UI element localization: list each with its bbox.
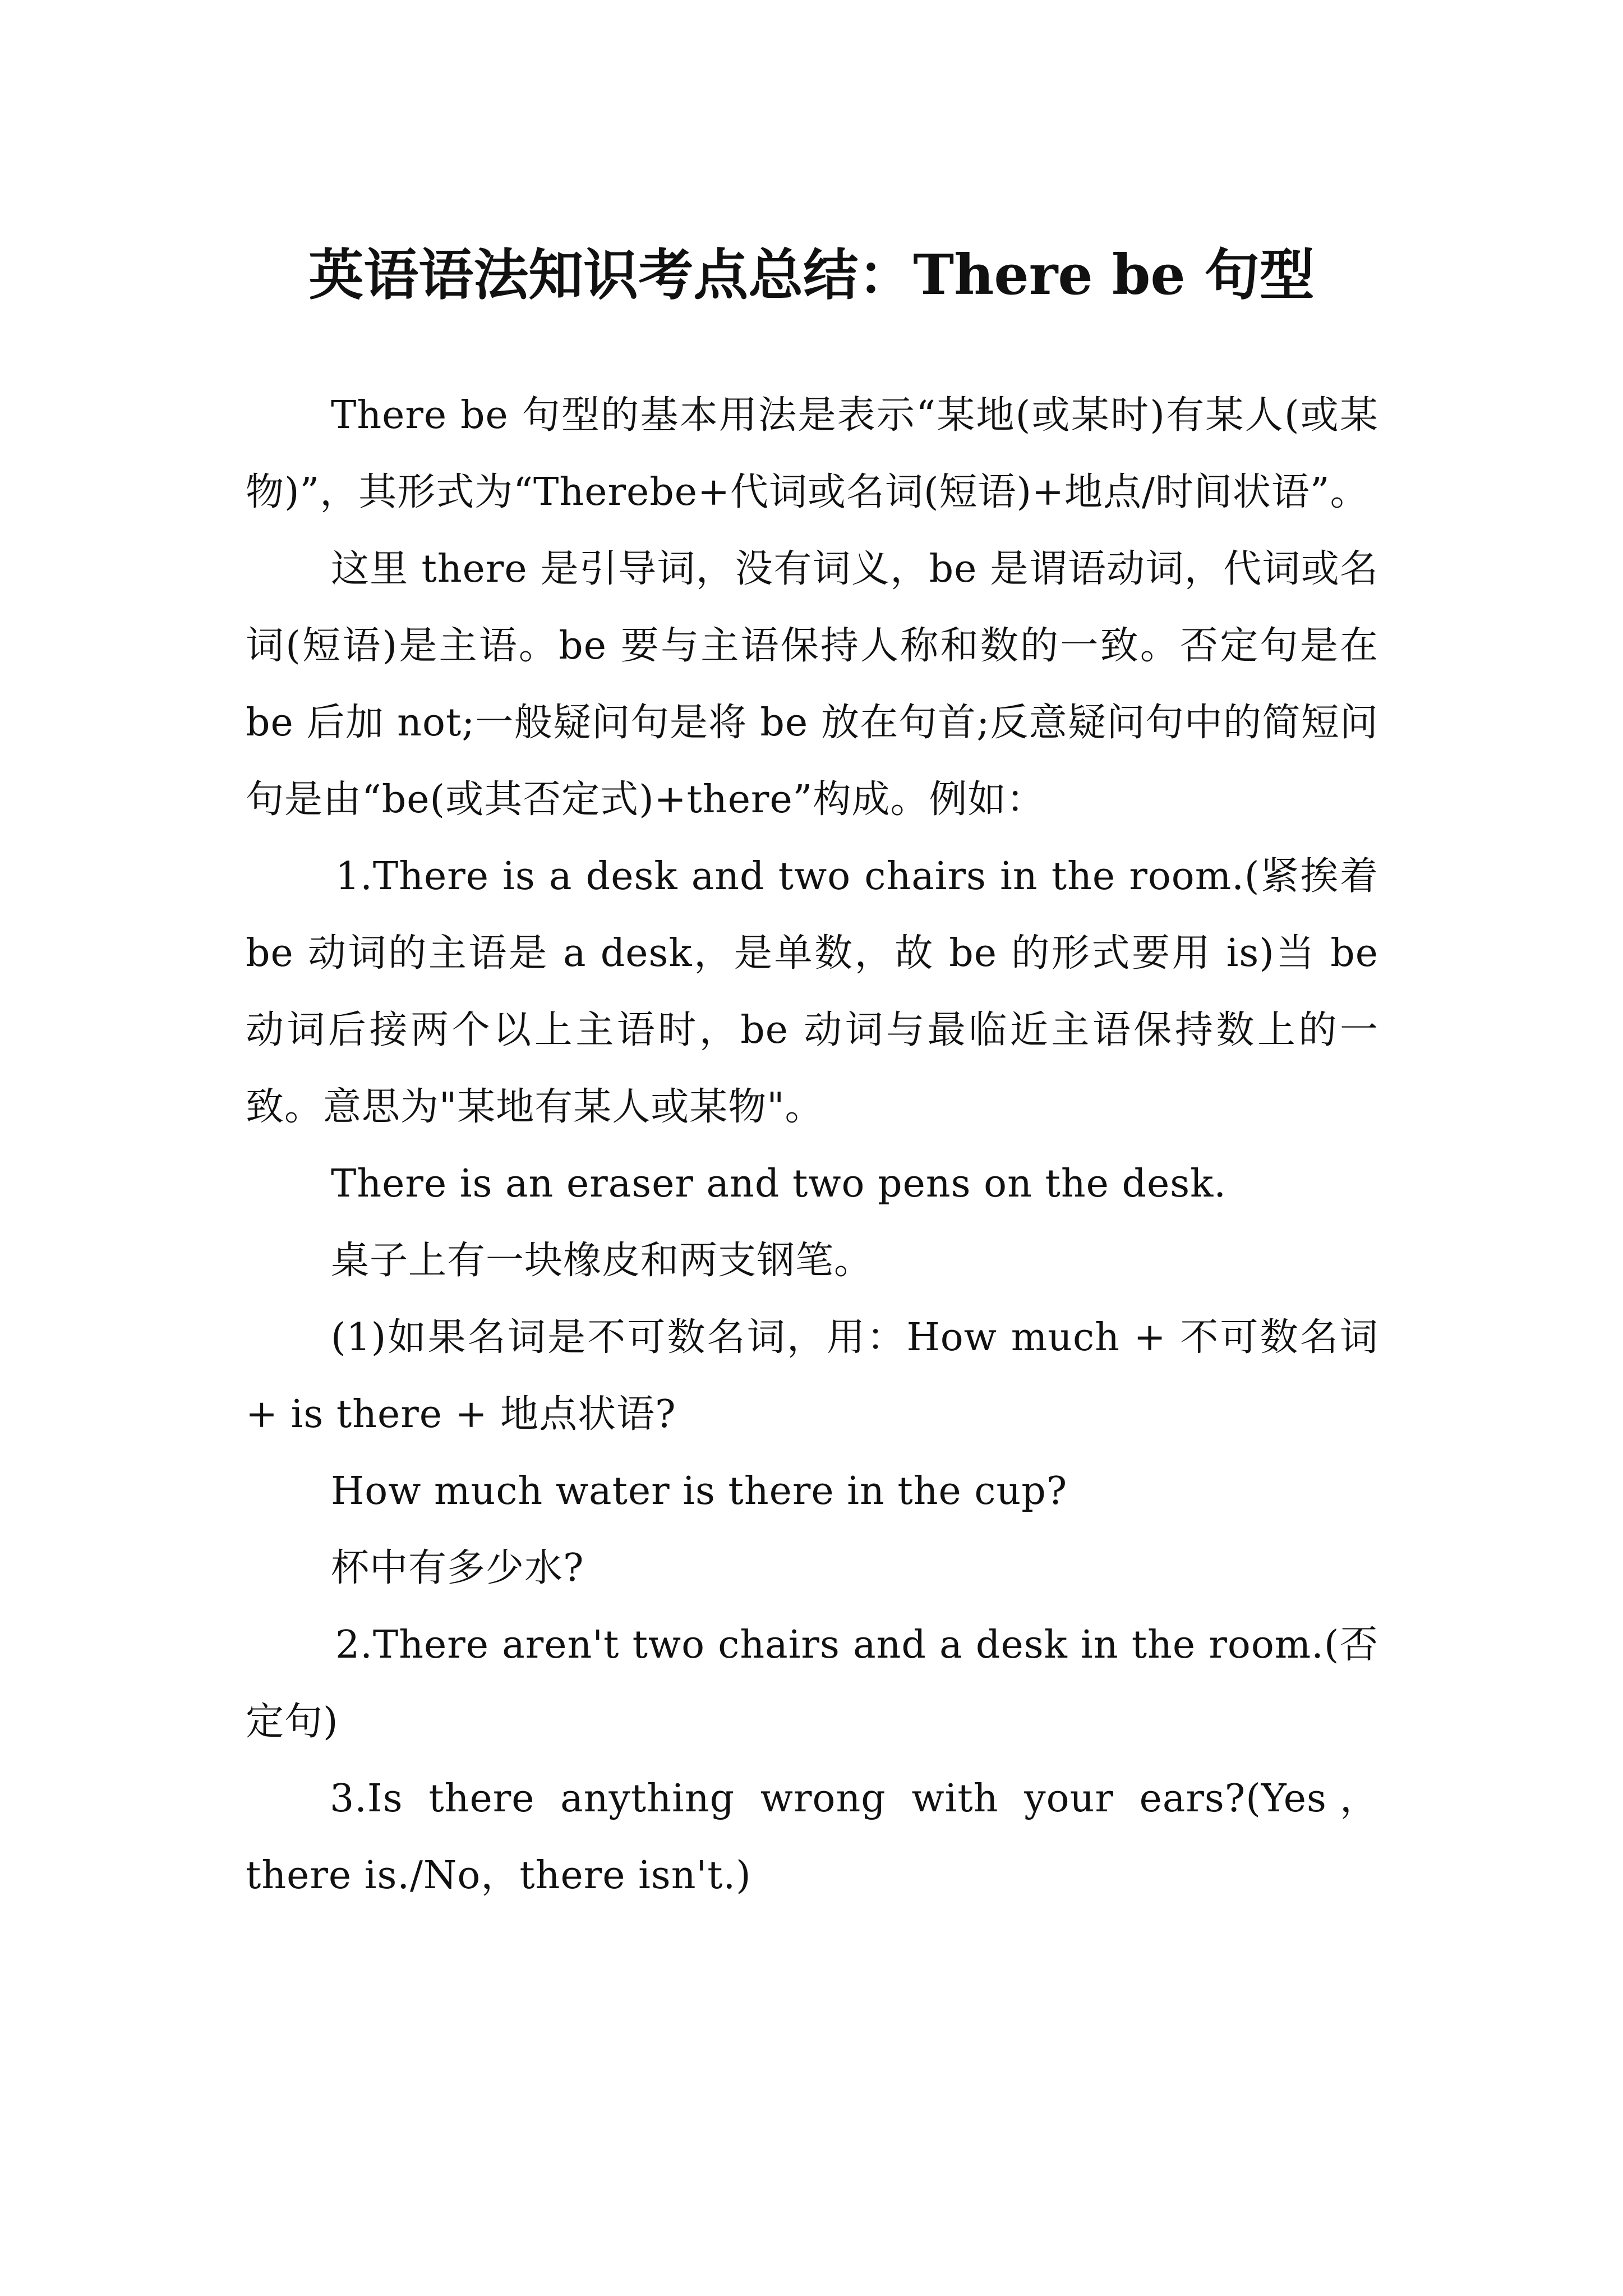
paragraph-rule-uncountable: (1)如果名词是不可数名词，用：How much + 不可数名词 + is there + 地点状语? (246, 1315, 1378, 1437)
paragraph-explanation: 这里 there 是引导词，没有词义，be 是谓语动词，代词或名词(短语)是主语。be 要与主语保持人称和数的一致。否定句是在 be 后加 not;一般疑问句是将 be 放在句首;反意疑问句中的简短问句是由“be(或其否定式)+there”构成。例如： (246, 547, 1378, 822)
paragraph-definition: There be 句型的基本用法是表示“某地(或某时)有某人(或某物)”，其形式为“Therebe+代词或名词(短语)+地点/时间状语”。 (246, 393, 1378, 514)
paragraph-question-translation: 杯中有多少水? (331, 1546, 584, 1590)
paragraph-question-example: How much water is there in the cup? (331, 1469, 1068, 1513)
document-title: 英语语法知识考点总结：There be 句型 (308, 242, 1315, 307)
paragraph-example-translation: 桌子上有一块橡皮和两支钢笔。 (331, 1239, 873, 1283)
paragraph-example-sentence: There is an eraser and two pens on the desk. (331, 1162, 1227, 1206)
paragraph-example-1: 1.There is a desk and two chairs in the room.(紧挨着 be 动词的主语是 a desk，是单数，故 be 的形式要用 is)当 be 动词后接两个以上主语时，be 动词与最临近主语保持数上的一致。意思为"某地有某人或某物"。 (246, 854, 1378, 1129)
paragraph-example-3: 3.Is there anything wrong with your ears?(Yes，there is./No，there isn't.) (246, 1777, 1378, 1898)
document-body (246, 377, 1378, 1914)
paragraph-example-2: 2.There aren't two chairs and a desk in the room.(否定句) (246, 1623, 1378, 1744)
